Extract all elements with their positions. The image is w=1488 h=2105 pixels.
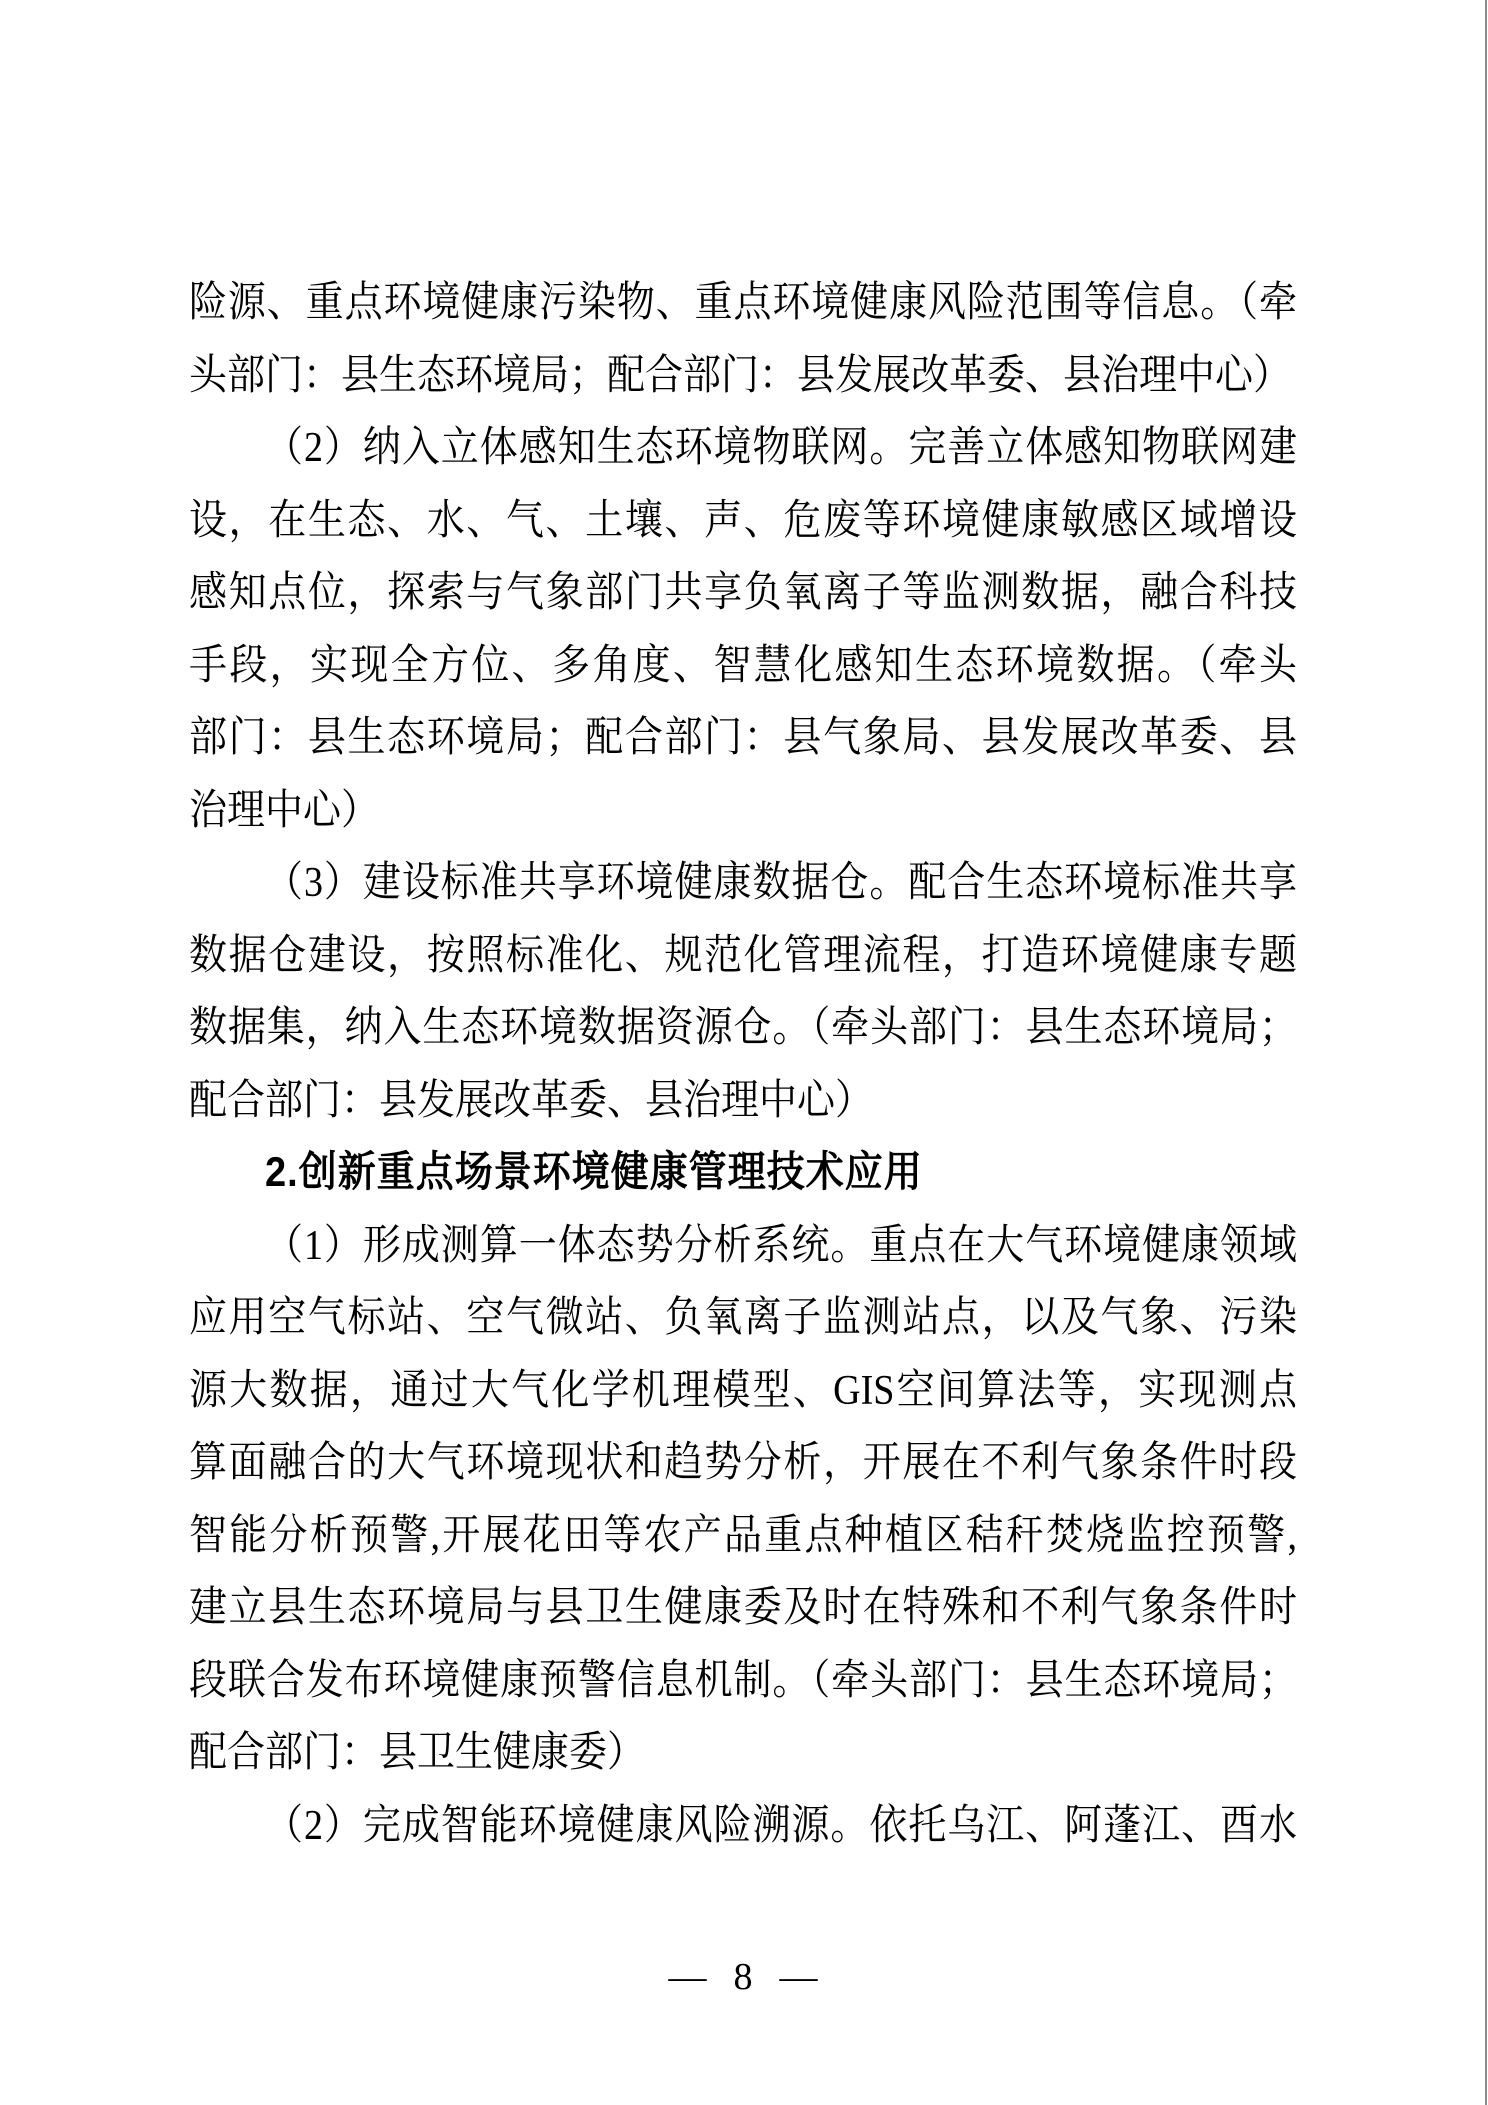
text-line: 段联合发布环境健康预警信息机制。（牵头部门：县生态环境局； xyxy=(189,1657,1297,1704)
text-line: 智能分析预警,开展花田等农产品重点种植区秸秆焚烧监控预警, xyxy=(189,1512,1297,1559)
section-heading: 2.创新重点场景环境健康管理技术应用 xyxy=(265,1149,923,1197)
text-line: （2）完成智能环境健康风险溯源。依托乌江、阿蓬江、酉水 xyxy=(265,1802,1297,1849)
text-line: 感知点位，探索与气象部门共享负氧离子等监测数据，融合科技 xyxy=(189,569,1297,617)
text-line: 数据仓建设，按照标准化、规范化管理流程，打造环境健康专题 xyxy=(189,932,1297,979)
text-line: 设，在生态、水、气、土壤、声、危废等环境健康敏感区域增设 xyxy=(189,497,1297,544)
document-body xyxy=(189,267,1297,1862)
text-line: 头部门：县生态环境局；配合部门：县发展改革委、县治理中心） xyxy=(189,352,1292,399)
text-line: 建立县生态环境局与县卫生健康委及时在特殊和不利气象条件时 xyxy=(189,1584,1297,1632)
text-line: （3）建设标准共享环境健康数据仓。配合生态环境标准共享 xyxy=(265,859,1297,907)
footer-dash-left: — xyxy=(668,1956,707,1998)
text-line: 应用空气标站、空气微站、负氧离子监测站点，以及气象、污染 xyxy=(189,1294,1297,1342)
text-line: 治理中心） xyxy=(189,787,380,834)
text-line: 数据集，纳入生态环境数据资源仓。（牵头部门：县生态环境局； xyxy=(189,1004,1297,1052)
page-number: 8 xyxy=(733,1956,753,1998)
footer-dash-right: — xyxy=(779,1956,818,1998)
text-line: 源大数据，通过大气化学机理模型、GIS空间算法等，实现测点 xyxy=(189,1367,1297,1414)
text-line: 配合部门：县发展改革委、县治理中心） xyxy=(189,1077,874,1124)
page-footer xyxy=(189,1947,1297,2007)
text-line: （2）纳入立体感知生态环境物联网。完善立体感知物联网建 xyxy=(265,424,1297,472)
text-line: 手段，实现全方位、多角度、智慧化感知生态环境数据。（牵头 xyxy=(189,642,1297,689)
text-line: 配合部门：县卫生健康委） xyxy=(189,1729,646,1777)
text-line: 算面融合的大气环境现状和趋势分析，开展在不利气象条件时段 xyxy=(189,1439,1297,1487)
text-line: 部门：县生态环境局；配合部门：县气象局、县发展改革委、县 xyxy=(189,714,1297,762)
page-edge-line xyxy=(1485,0,1487,2105)
text-line: （1）形成测算一体态势分析系统。重点在大气环境健康领域 xyxy=(265,1222,1297,1269)
text-line: 险源、重点环境健康污染物、重点环境健康风险范围等信息。（牵 xyxy=(189,279,1297,327)
